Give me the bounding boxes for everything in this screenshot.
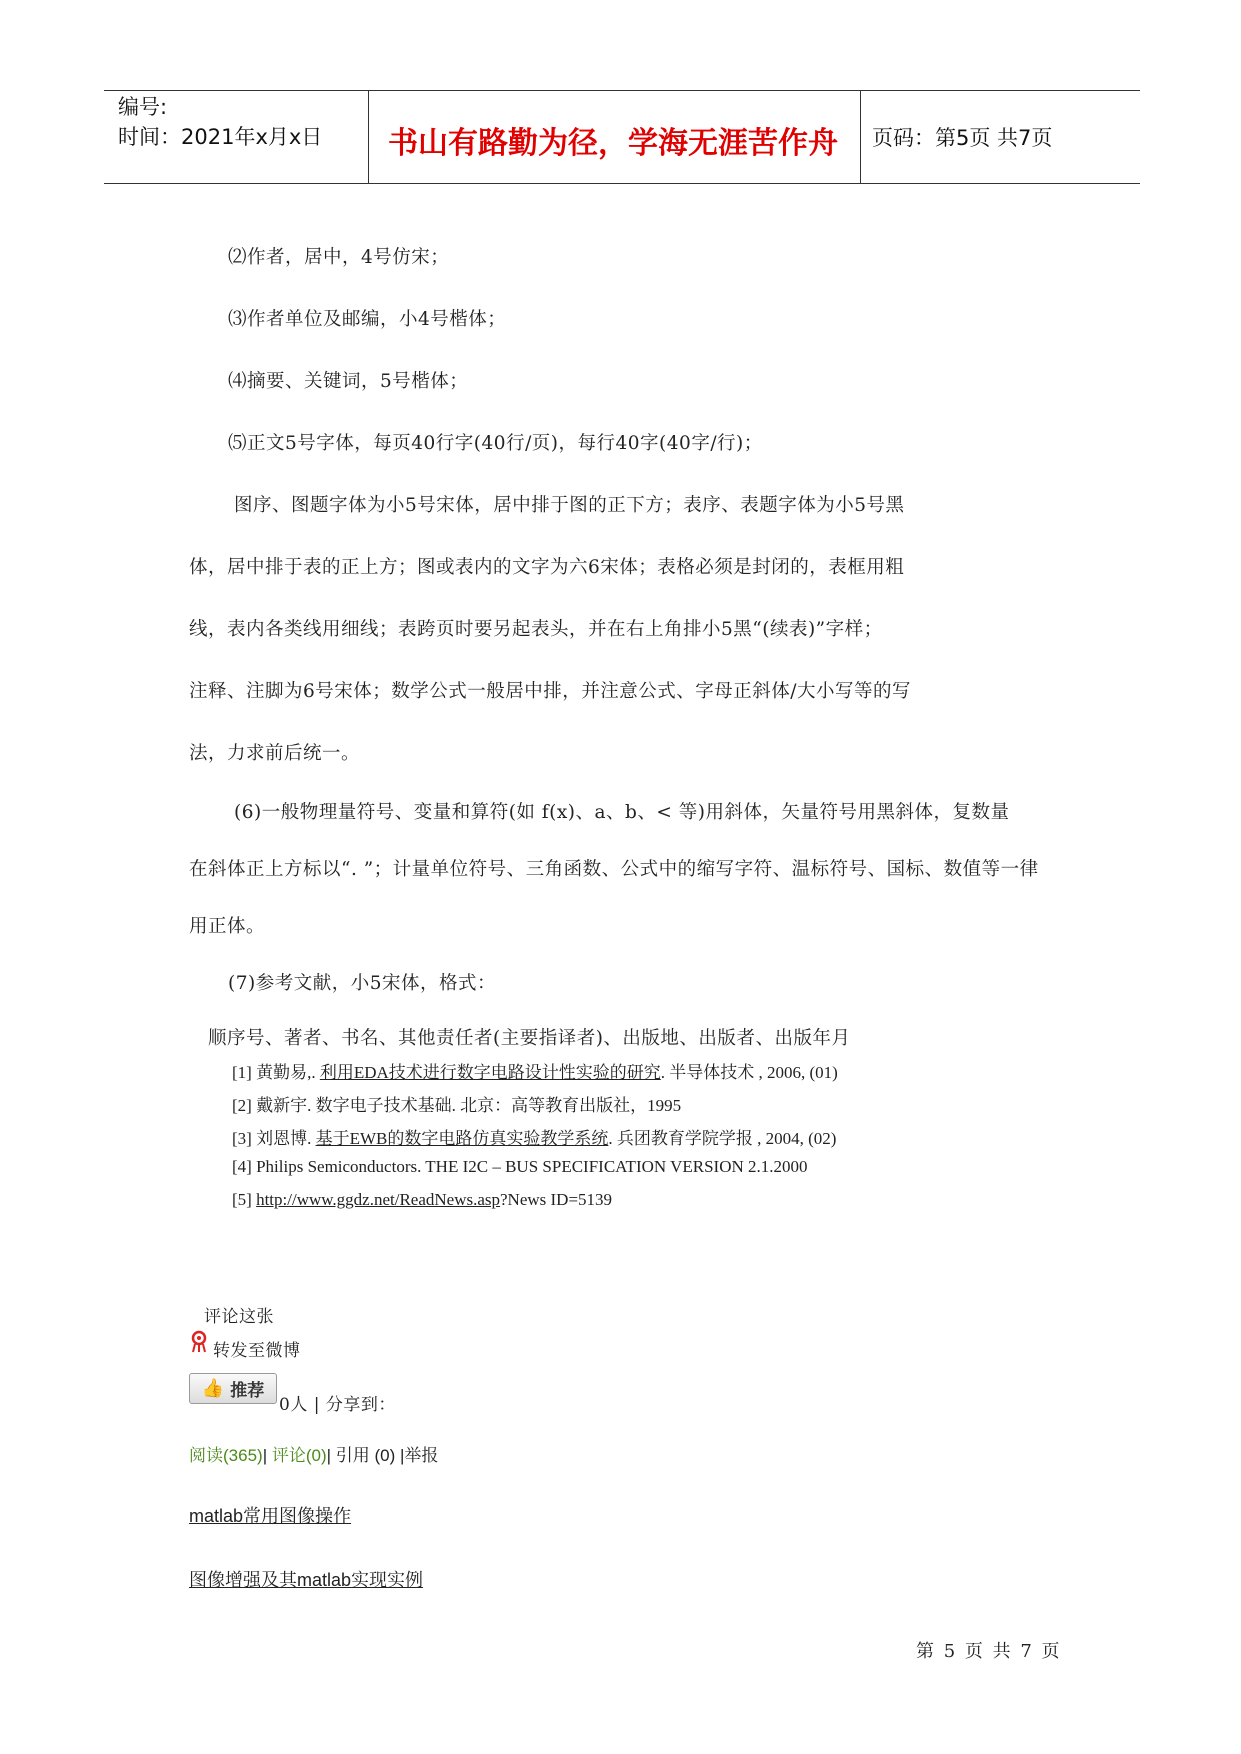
reference-item	[232, 1091, 681, 1116]
share-to-weibo-link[interactable]: 转发至微博	[213, 1341, 301, 1361]
footer-page-number: 第 5 页 共 7 页	[916, 1641, 1062, 1662]
body-line-symbols-1: (6)一般物理量符号、变量和算符(如 f(x)、a、b、< 等)用斜体，矢量符号用黑斜体，复数量	[234, 802, 1010, 823]
body-line-figures-3: 线，表内各类线用细线；表跨页时要另起表头，并在右上角排小5黑“(续表)”字样；	[189, 619, 883, 640]
reference-item	[232, 1124, 836, 1149]
comment-count-link[interactable]: 评论(0)	[271, 1446, 327, 1465]
read-count-link[interactable]: 阅读(365)	[189, 1446, 263, 1465]
stats-bar	[189, 1441, 438, 1466]
reference-item	[232, 1157, 808, 1177]
reference-number: [5]	[232, 1190, 252, 1209]
header-page-number: 页码：第5页 共7页	[872, 126, 1053, 150]
serial-number-label: 编号:	[118, 95, 168, 119]
body-line-references-heading: (7)参考文献，小5宋体，格式：	[228, 973, 496, 994]
body-line-symbols-3: 用正体。	[189, 916, 266, 937]
body-line-notes-1: 注释、注脚为6号宋体；数学公式一般居中排，并注意公式、字母正斜体/大小写等的写	[189, 681, 912, 702]
quote-count-link[interactable]: 引用 (0)	[335, 1446, 396, 1465]
reference-author: 黄勤易,.	[256, 1063, 316, 1082]
related-article-title[interactable]: 图像增强及其matlab实现实例	[189, 1570, 424, 1590]
related-article-link[interactable]	[189, 1566, 423, 1592]
reference-number: [4]	[232, 1157, 252, 1176]
reference-source: . 半导体技术 , 2006, (01)	[660, 1063, 838, 1082]
weibo-icon[interactable]	[189, 1330, 209, 1354]
comment-this-label[interactable]: 评论这张	[204, 1307, 274, 1327]
reference-number: [3]	[232, 1129, 252, 1148]
reference-title-link[interactable]: 利用EDA技术进行数字电路设计性实验的研究	[319, 1063, 661, 1082]
reference-text: 戴新宇. 数字电子技术基础. 北京：高等教育出版社，1995	[256, 1096, 682, 1115]
reference-item	[232, 1190, 612, 1210]
body-line-author: ⑵作者，居中，4号仿宋；	[228, 247, 450, 268]
reference-url-query: ?News ID=5139	[500, 1190, 613, 1209]
body-line-abstract: ⑷摘要、关键词，5号楷体；	[228, 371, 469, 392]
body-line-figures-1: 图序、图题字体为小5号宋体，居中排于图的正下方；表序、表题字体为小5号黑	[234, 495, 905, 516]
header-bottom-rule	[104, 183, 1140, 184]
recommend-button-label: 推荐	[230, 1381, 265, 1401]
reference-text: Philips Semiconductors. THE I2C – BUS SPECIFICATION VERSION 2.1.2000	[256, 1157, 808, 1176]
body-line-affiliation: ⑶作者单位及邮编，小4号楷体；	[228, 309, 507, 330]
body-line-notes-2: 法，力求前后统一。	[189, 743, 361, 764]
reference-number: [1]	[232, 1063, 252, 1082]
header-divider-left	[368, 90, 369, 184]
related-article-link[interactable]	[189, 1502, 351, 1528]
report-link[interactable]: |举报	[399, 1446, 439, 1465]
body-line-symbols-2: 在斜体正上方标以“. ”；计量单位符号、三角函数、公式中的缩写字符、温标符号、国标、数值等一律	[189, 859, 1039, 880]
header-motto: 书山有路勤为径，学海无涯苦作舟	[388, 126, 838, 161]
reference-item	[232, 1058, 838, 1083]
reference-url-link[interactable]: http://www.ggdz.net/ReadNews.asp	[256, 1190, 501, 1209]
reference-author: 刘恩博.	[256, 1129, 312, 1148]
stats-separator: |	[326, 1446, 336, 1465]
recommend-button[interactable]	[189, 1373, 277, 1404]
stats-separator: |	[262, 1446, 272, 1465]
reference-source: . 兵团教育学院学报 , 2004, (02)	[608, 1129, 837, 1148]
thumbs-up-icon: 👍	[201, 1378, 225, 1399]
recommend-count-and-share: 0人 | 分享到：	[279, 1395, 396, 1415]
body-line-figures-2: 体，居中排于表的正上方；图或表内的文字为六6宋体；表格必须是封闭的，表框用粗	[189, 557, 905, 578]
body-line-main-text: ⑸正文5号字体，每页40行字(40行/页)，每行40字(40字/行)；	[228, 433, 763, 454]
related-article-title[interactable]: matlab常用图像操作	[189, 1506, 352, 1526]
header-divider-right	[860, 90, 861, 184]
reference-title-link[interactable]: 基于EWB的数字电路仿真实验教学系统	[315, 1129, 609, 1148]
header-info	[118, 92, 322, 152]
time-label: 时间：2021年x月x日	[118, 125, 323, 149]
reference-number: [2]	[232, 1096, 252, 1115]
body-line-reference-format: 顺序号、著者、书名、其他责任者(主要指译者)、出版地、出版者、出版年月	[208, 1028, 851, 1049]
header-top-rule	[104, 90, 1140, 91]
